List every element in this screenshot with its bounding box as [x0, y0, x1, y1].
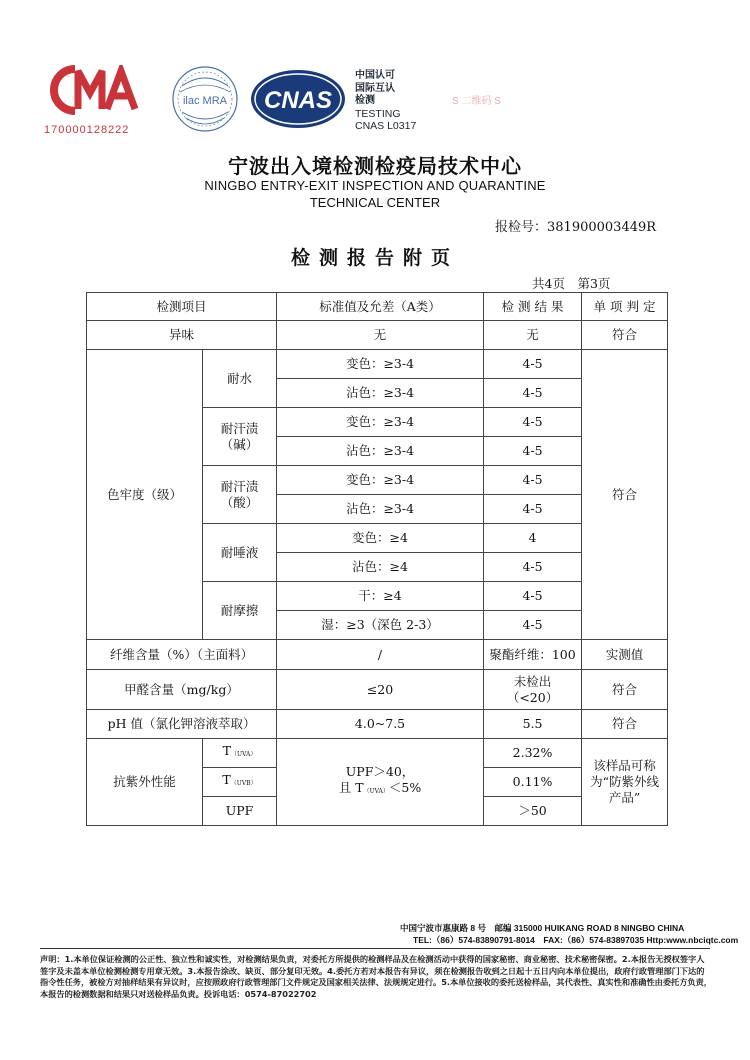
header-standard: 标准值及允差（A类） — [277, 293, 484, 321]
disclaimer: 声明：1.本单位保证检测的公正性、独立性和诚实性，对检测结果负责，对委托方所提供的检测样品及在检测活动中获得的国家秘密、商业秘密、技术秘密保密。2.本报告无授权签字人签字及未盖本单位检测检测专用章无效。3.本报告涂改、缺页、部分复印无效。4.委托方若对本报告有异议，须在检测报告收到之日起十五日内向本单位提出，政府行政管理部门下达的指令性任务，被检方对抽样结果有异议时，应按照政府行政管理部门文件规定及国家相关法律、法规规定进行。5.本单位接收的委托送检样品，其代表性、真实性和准确性由委托方负责，本报告的检测数据和结果只对送检样品负责。投诉电话：0574-87022702 — [40, 954, 712, 999]
table-row — [87, 350, 668, 379]
uv-sub-main: T — [222, 743, 232, 758]
formaldehyde-result-line2: （<20） — [506, 689, 559, 705]
result-cell: 4-5 — [484, 379, 582, 408]
standard-cell: 变色：≥4 — [277, 524, 484, 553]
uv-standard-line2 — [279, 780, 481, 800]
uv-sub-label — [203, 768, 277, 797]
uv-item: 抗紫外性能 — [87, 739, 203, 826]
uv-verdict-line3: 产品” — [608, 790, 641, 805]
ilac-mra-logo — [168, 64, 243, 134]
cnas-logo — [248, 68, 348, 130]
fiber-verdict: 实测值 — [582, 640, 668, 670]
table-row — [87, 640, 668, 670]
uv-result: 0.11% — [484, 768, 582, 797]
header-verdict: 单 项 判 定 — [582, 293, 668, 321]
uv-sub-subscript: （UVA） — [231, 751, 257, 758]
fiber-result: 聚酯纤维：100 — [484, 640, 582, 670]
ph-result: 5.5 — [484, 710, 582, 739]
uv-standard — [277, 739, 484, 826]
footer-address: 中国宁波市惠康路 8 号 邮编 315000 HUIKANG ROAD 8 NINGBO CHINA — [400, 923, 685, 933]
formaldehyde-result — [484, 670, 582, 710]
cnas-logo-text: CNAS — [263, 87, 333, 114]
odor-item: 异味 — [87, 321, 277, 350]
table-row — [87, 710, 668, 739]
sweat-alkali-label-line1: 耐汗渍 — [220, 420, 259, 436]
uv-standard-pre: 且 T — [338, 780, 364, 795]
organization-name-en-line1: NINGBO ENTRY-EXIT INSPECTION AND QUARANTINE — [204, 178, 546, 193]
colorfastness-item: 色牢度（级） — [87, 350, 203, 640]
footer-divider — [40, 948, 710, 949]
result-cell: 4-5 — [484, 408, 582, 437]
ph-verdict: 符合 — [582, 710, 668, 739]
odor-verdict: 符合 — [582, 321, 668, 350]
cnas-en-line: TESTING — [355, 107, 401, 120]
formaldehyde-item: 甲醛含量（mg/kg） — [87, 670, 277, 710]
uv-sub-subscript: （UVB） — [230, 780, 257, 787]
standard-cell: 湿：≥3（深色 2-3） — [277, 611, 484, 640]
uv-standard-line1: UPF＞40， — [345, 764, 415, 779]
formaldehyde-standard: ≤20 — [277, 670, 484, 710]
fiber-item: 纤维含量（%）（主面料） — [87, 640, 277, 670]
uv-verdict — [582, 739, 668, 826]
standard-cell: 沾色：≥3-4 — [277, 495, 484, 524]
standard-cell: 干：≥4 — [277, 582, 484, 611]
test-results-table — [86, 292, 668, 826]
standard-cell: 变色：≥3-4 — [277, 350, 484, 379]
rubbing-label: 耐摩擦 — [203, 582, 277, 640]
table-row — [87, 739, 668, 768]
page-info: 共4页 第3页 — [532, 276, 611, 291]
table-row — [87, 670, 668, 710]
cma-number: 170000128222 — [44, 124, 130, 136]
cnas-cn-line: 检测 — [355, 95, 375, 106]
document-title: 检测报告附页 — [290, 247, 459, 269]
uv-standard-subscript: （UVA） — [363, 788, 389, 795]
sweat-acid-label — [203, 466, 277, 524]
uv-sub-label: UPF — [203, 797, 277, 826]
table-row — [87, 321, 668, 350]
standard-cell: 变色：≥3-4 — [277, 408, 484, 437]
uv-verdict-line1: 该样品可称 — [593, 758, 656, 773]
fiber-standard: / — [277, 640, 484, 670]
uv-result: ＞50 — [484, 797, 582, 826]
odor-standard: 无 — [277, 321, 484, 350]
formaldehyde-result-line1: 未检出 — [513, 673, 552, 689]
stamp-mark: S 二维码 S — [452, 96, 501, 107]
result-cell: 4-5 — [484, 350, 582, 379]
standard-cell: 沾色：≥3-4 — [277, 437, 484, 466]
uv-standard-post: ＜5% — [388, 780, 422, 795]
footer-contact: TEL:（86）574-83890791-8014 FAX:（86）574-83897035 Http:www.nbciqtc.com — [413, 935, 739, 945]
sweat-acid-label-line2: （酸） — [220, 494, 259, 510]
uv-verdict-line2: 为“防紫外线 — [590, 774, 659, 789]
sweat-alkali-label-line2: （碱） — [220, 436, 259, 452]
organization-name-cn: 宁波出入境检测检疫局技术中心 — [228, 154, 522, 178]
colorfastness-verdict: 符合 — [582, 350, 668, 640]
uv-result: 2.32% — [484, 739, 582, 768]
ph-standard: 4.0~7.5 — [277, 710, 484, 739]
ph-item: pH 值（氯化钾溶液萃取） — [87, 710, 277, 739]
cma-logo — [45, 65, 140, 115]
cnas-en-line: CNAS L0317 — [355, 120, 417, 132]
table-header-row — [87, 293, 668, 321]
cnas-cn-line: 中国认可 — [355, 70, 395, 81]
result-cell: 4-5 — [484, 437, 582, 466]
report-number: 报检号：381900003449R — [495, 220, 657, 235]
uv-sub-main: T — [222, 772, 231, 787]
result-cell: 4 — [484, 524, 582, 553]
sweat-acid-label-line1: 耐汗渍 — [220, 478, 259, 494]
sweat-alkali-label — [203, 408, 277, 466]
result-cell: 4-5 — [484, 495, 582, 524]
result-cell: 4-5 — [484, 582, 582, 611]
cnas-cn-line: 国际互认 — [355, 82, 395, 94]
organization-name-en-line2: TECHNICAL CENTER — [309, 195, 441, 210]
uv-sub-label — [203, 739, 277, 768]
result-cell: 4-5 — [484, 553, 582, 582]
result-cell: 4-5 — [484, 611, 582, 640]
cnas-accreditation-text — [355, 70, 416, 133]
odor-result: 无 — [484, 321, 582, 350]
header-item: 检测项目 — [87, 293, 277, 321]
standard-cell: 沾色：≥4 — [277, 553, 484, 582]
standard-cell: 变色：≥3-4 — [277, 466, 484, 495]
header-result: 检 测 结 果 — [484, 293, 582, 321]
water-label: 耐水 — [203, 350, 277, 408]
standard-cell: 沾色：≥3-4 — [277, 379, 484, 408]
result-cell: 4-5 — [484, 466, 582, 495]
saliva-label: 耐唾液 — [203, 524, 277, 582]
ilac-logo-text: ilac MRA — [182, 95, 228, 107]
formaldehyde-verdict: 符合 — [582, 670, 668, 710]
